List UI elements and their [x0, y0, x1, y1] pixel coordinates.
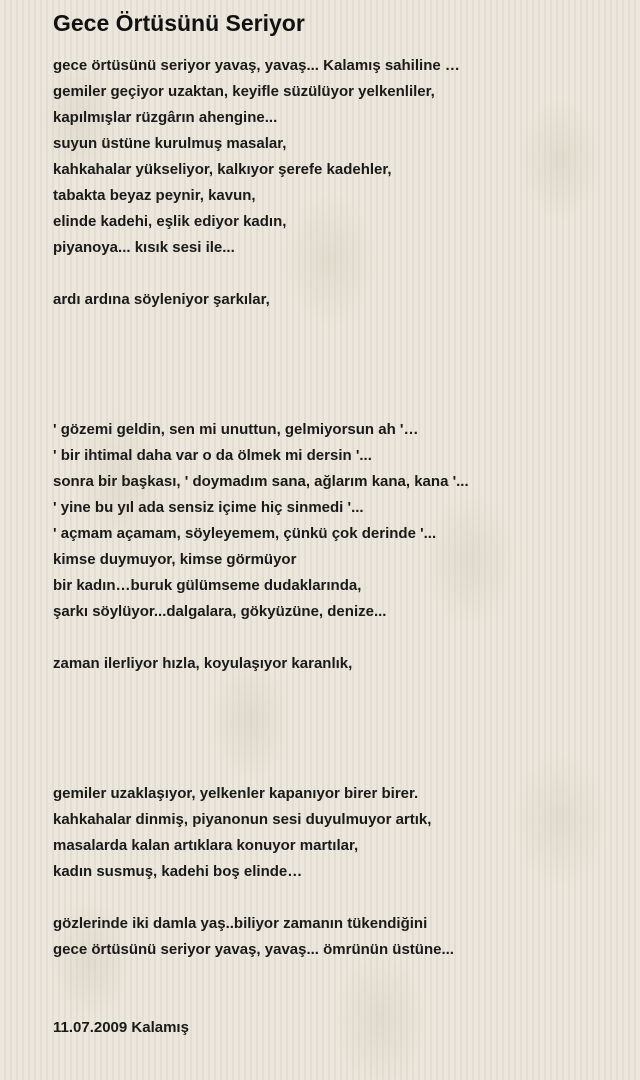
poem-line: piyanoya... kısık sesi ile...	[53, 239, 235, 256]
stanza-4	[53, 651, 623, 677]
stanza-gap	[53, 703, 623, 729]
poem-signature: 11.07.2009 Kalamış	[53, 1019, 189, 1036]
poem-line: bir kadın…buruk gülümseme dudaklarında,	[53, 577, 362, 594]
stanza-5	[53, 781, 623, 885]
stanza-gap	[53, 625, 623, 651]
poem-line: tabakta beyaz peynir, kavun,	[53, 187, 256, 204]
page-title: Gece Örtüsünü Seriyor	[53, 10, 305, 36]
poem-line: zaman ilerliyor hızla, koyulaşıyor karanlık,	[53, 655, 353, 672]
poem-line: şarkı söylüyor...dalgalara, gökyüzüne, denize...	[53, 603, 387, 620]
poem-line: kadın susmuş, kadehi boş elinde…	[53, 863, 303, 880]
poem-line: kahkahalar yükseliyor, kalkıyor şerefe kadehler,	[53, 161, 392, 178]
poem-line: ' yine bu yıl ada sensiz içime hiç sinmedi '...	[53, 499, 364, 516]
poem-line: ' bir ihtimal daha var o da ölmek mi dersin '...	[53, 447, 372, 464]
stanza-gap	[53, 963, 623, 989]
stanza-gap	[53, 989, 623, 1015]
stanza-gap	[53, 677, 623, 703]
poem-line: gemiler geçiyor uzaktan, keyifle süzülüyor yelkenliler,	[53, 83, 435, 100]
poem-body	[53, 53, 623, 1041]
poem-line: gözlerinde iki damla yaş..biliyor zamanın tükendiğini	[53, 915, 428, 932]
stanza-gap	[53, 365, 623, 391]
stanza-gap	[53, 391, 623, 417]
poem-line: sonra bir başkası, ' doymadım sana, ağlarım kana, kana '...	[53, 473, 469, 490]
stanza-2	[53, 287, 623, 313]
poem-line: ardı ardına söyleniyor şarkılar,	[53, 291, 270, 308]
poem-line: kimse duymuyor, kimse görmüyor	[53, 551, 297, 568]
stanza-gap	[53, 313, 623, 339]
poem-line: gemiler uzaklaşıyor, yelkenler kapanıyor birer birer.	[53, 785, 419, 802]
poem-line: kapılmışlar rüzgârın ahengine...	[53, 109, 278, 126]
poem-line: kahkahalar dinmiş, piyanonun sesi duyulmuyor artık,	[53, 811, 432, 828]
poem-line: ' gözemi geldin, sen mi unuttun, gelmiyorsun ah '…	[53, 421, 419, 438]
stanza-gap	[53, 885, 623, 911]
poem-line: suyun üstüne kurulmuş masalar,	[53, 135, 287, 152]
stanza-3	[53, 417, 623, 625]
poem-line: ' açmam açamam, söyleyemem, çünkü çok derinde '...	[53, 525, 437, 542]
poem-line: gece örtüsünü seriyor yavaş, yavaş... ömrünün üstüne...	[53, 941, 454, 958]
poem-line: elinde kadehi, eşlik ediyor kadın,	[53, 213, 287, 230]
stanza-1	[53, 53, 623, 261]
stanza-gap	[53, 729, 623, 755]
stanza-gap	[53, 339, 623, 365]
stanza-gap	[53, 261, 623, 287]
poem-line: gece örtüsünü seriyor yavaş, yavaş... Kalamış sahiline …	[53, 57, 460, 74]
stanza-gap	[53, 755, 623, 781]
stanza-6	[53, 911, 623, 963]
poem-line: masalarda kalan artıklara konuyor martılar,	[53, 837, 359, 854]
